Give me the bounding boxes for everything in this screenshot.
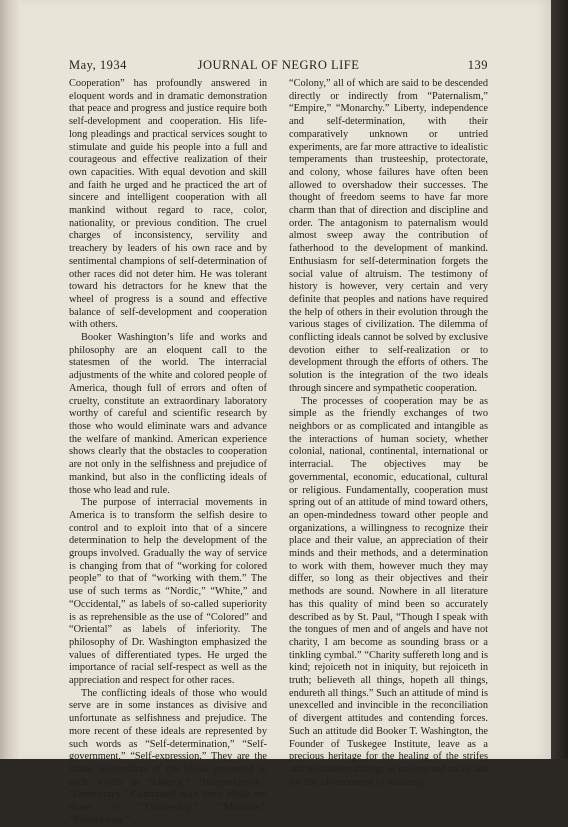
left-column [69,78,267,827]
paragraph: Cooperation” has profoundly answered in eloquent words and in dramatic demonstration that peace and progress and justice require both self-development and cooperation. His life-long pleadings and practical services sought to stimulate and guide his people into a full and courageous and effective realization of their own capacities. With equal devotion and skill and faith he urged and he practiced the art of sincere and intelligent cooperation with all mankind without regard to race, color, nationality, or previous condition. The cruel charges of inconsistency, servility and treachery by leaders of his own race and by sentimental champions of self-determination of other races did not deter him. He was tolerant toward his detractors for he knew that the wheel of progress is a sound and effective balance of self-development and cooperation with others. [69,78,267,331]
right-column [289,78,488,789]
header-date: May, 1934 [69,58,127,72]
paragraph: The conflicting ideals of those who would serve are in some instances as divisive and unfortunate as selfishness and prejudice. The more recent of these ideals are represented by such words as “Self-determination,” “Self-government,” “Self-expression.” They are the lineal descendants of the ideals presented in such words as “Liberty,” “Independence,” “Democracy.” Contrasted with these ideals are those of “Trusteeship,” “Mandate,” “Protectorate,” [69,687,267,826]
paragraph: Booker Washington’s life and works and philosophy are an eloquent call to the statesmen of the world. The interracial adjustments of the white and colored people of America, though full of errors and often of cruelty, constitute an extraordinary laboratory worthy of careful and scientific research by those who would eliminate wars and advance the welfare of mankind. American experience shows clearly that the obstacles to cooperation are not only in the selfishness and prejudice of mankind, but also in the conflicting ideals of those who lead and rule. [69,332,267,496]
book-edge [551,0,568,759]
paragraph: The processes of cooperation may be as simple as the friendly exchanges of two neighbors or as complicated and intangible as the interactions of human society, whether colonial, national, continental, international or interracial. The objectives may be governmental, economic, educational, cultural or religious. Fundamentally, cooperation must spring out of an attitude of mind toward others, an open-mindedness toward other people and organizations, a willingness to recognize their place and their value, an appreciation of their minds and their methods, and a determination to work with them, however much they may differ, so long as their objectives and their methods are sound. Nowhere in all literature has this quality of mind been so accurately described as by St. Paul, “Though I speak with the tongues of men and of angels and have not charity, I am become as sounding brass or a tinkling cymbal.” “Charity suffereth long and is kind; rejoiceth not in iniquity, but rejoiceth in truth; believeth all things, hopeth all things, endureth all things.” Such an attitude of mind is unexcelled and invincible in the reconciliation of divergent attitudes and contending forces. Such an attitude did Booker T. Washington, the Founder of Tuskegee Institute, leave as a precious heritage for the healing of the strifes and misunderstandings of nations and races and for the advancement of humanity. [289,395,488,788]
paragraph: The purpose of interracial movements in America is to transform the selfish desire to control and to exploit into that of a sincere determination to help the development of the groups involved. Gradually the way of service is changing from that of “working for colored people” to that of “working with them.” The use of such terms as “Nordic,” “White,” and “Occidental,” as labels of so-called superiority is as reprehensible as the use of “Colored” and “Oriental” as labels of inferiority. The philosophy of Dr. Washington emphasized the values of differentiated types. He urged the importance of racial self-respect as well as the appreciation and respect for other races. [69,497,267,687]
paragraph: “Colony,” all of which are said to be descended directly or indirectly from “Paternalism,” “Empire,” “Monarchy.” Liberty, independence and self-determination, with their comparatively unknown or untried experiments, are far more attractive to idealistic temperaments than trusteeship, protectorate, and colony, whose failures have often been allowed to overshadow their successes. The thought of freedom seems to have far more charm than that of direction and discipline and order. The antagonism to paternalism would almost sweep away the contribution of fatherhood to the development of mankind. Enthusiasm for self-determination forgets the social value of altruism. The testimony of history is however, very certain and very definite that peoples and nations have required the help of others in their evolution through the various stages of civilization. The dilemma of conflicting ideals cannot be solved by exclusive devotion either to self-realization or to development through the efforts of others. The solution is the integration of the two ideals through sincere and sympathetic cooperation. [289,78,488,394]
header-journal-title: JOURNAL OF NEGRO LIFE [197,58,360,72]
binding-gutter [0,0,22,759]
page-number: 139 [467,58,488,72]
running-header [69,58,488,74]
